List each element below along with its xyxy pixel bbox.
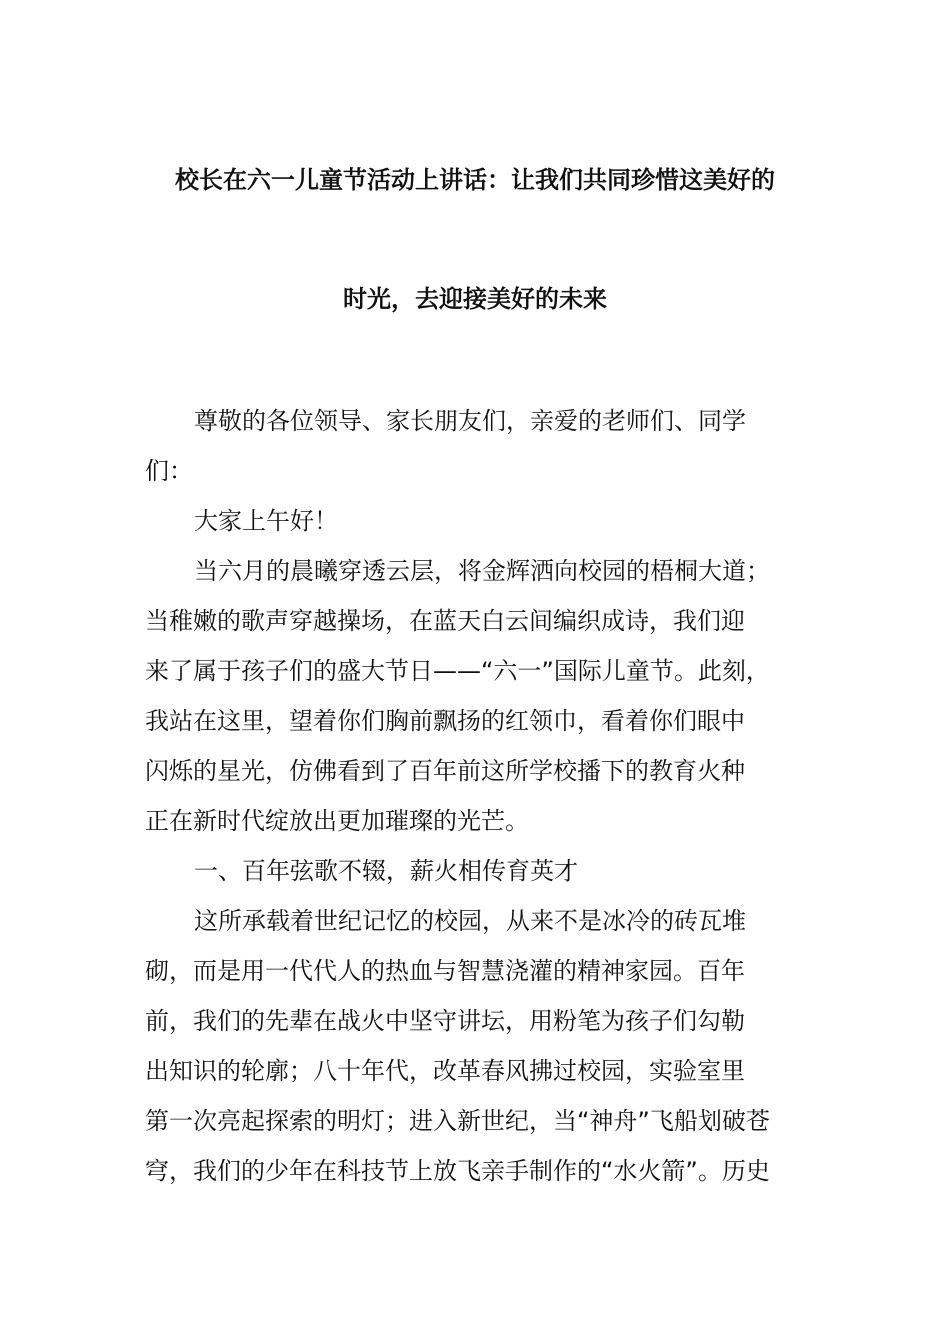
document-title-line-2: 时光，去迎接美好的未来: [343, 285, 607, 313]
paragraph-line: 我站在这里，望着你们胸前飘扬的红领巾，看着你们眼中: [145, 707, 745, 735]
paragraph-line: 闪烁的星光，仿佛看到了百年前这所学校播下的教育火种: [145, 757, 745, 785]
paragraph-line: 穹，我们的少年在科技节上放飞亲手制作的“水火箭”。历史: [145, 1157, 770, 1185]
salutation-line-2: 们：: [145, 457, 193, 485]
paragraph-line: 前，我们的先辈在战火中坚守讲坛，用粉笔为孩子们勾勒: [145, 1007, 745, 1035]
section-heading-1: 一、百年弦歌不辍，薪火相传育英才: [194, 857, 578, 885]
paragraph-line: 当稚嫩的歌声穿越操场，在蓝天白云间编织成诗，我们迎: [145, 607, 745, 635]
paragraph-line: 砌，而是用一代代人的热血与智慧浇灌的精神家园。百年: [145, 957, 745, 985]
greeting-line: 大家上午好！: [194, 507, 338, 535]
paragraph-line: 来了属于孩子们的盛大节日——“六一”国际儿童节。此刻，: [145, 657, 770, 685]
paragraph-line: 正在新时代绽放出更加璀璨的光芒。: [145, 807, 529, 835]
salutation-line-1: 尊敬的各位领导、家长朋友们，亲爱的老师们、同学: [194, 407, 746, 435]
paragraph-line: 出知识的轮廓；八十年代，改革春风拂过校园，实验室里: [145, 1057, 745, 1085]
paragraph-line: 当六月的晨曦穿透云层，将金辉洒向校园的梧桐大道；: [194, 557, 770, 585]
document-title-line-1: 校长在六一儿童节活动上讲话：让我们共同珍惜这美好的: [175, 166, 775, 194]
paragraph-line: 这所承载着世纪记忆的校园，从来不是冰冷的砖瓦堆: [194, 907, 746, 935]
paragraph-line: 第一次亮起探索的明灯；进入新世纪，当“神舟”飞船划破苍: [145, 1107, 770, 1135]
